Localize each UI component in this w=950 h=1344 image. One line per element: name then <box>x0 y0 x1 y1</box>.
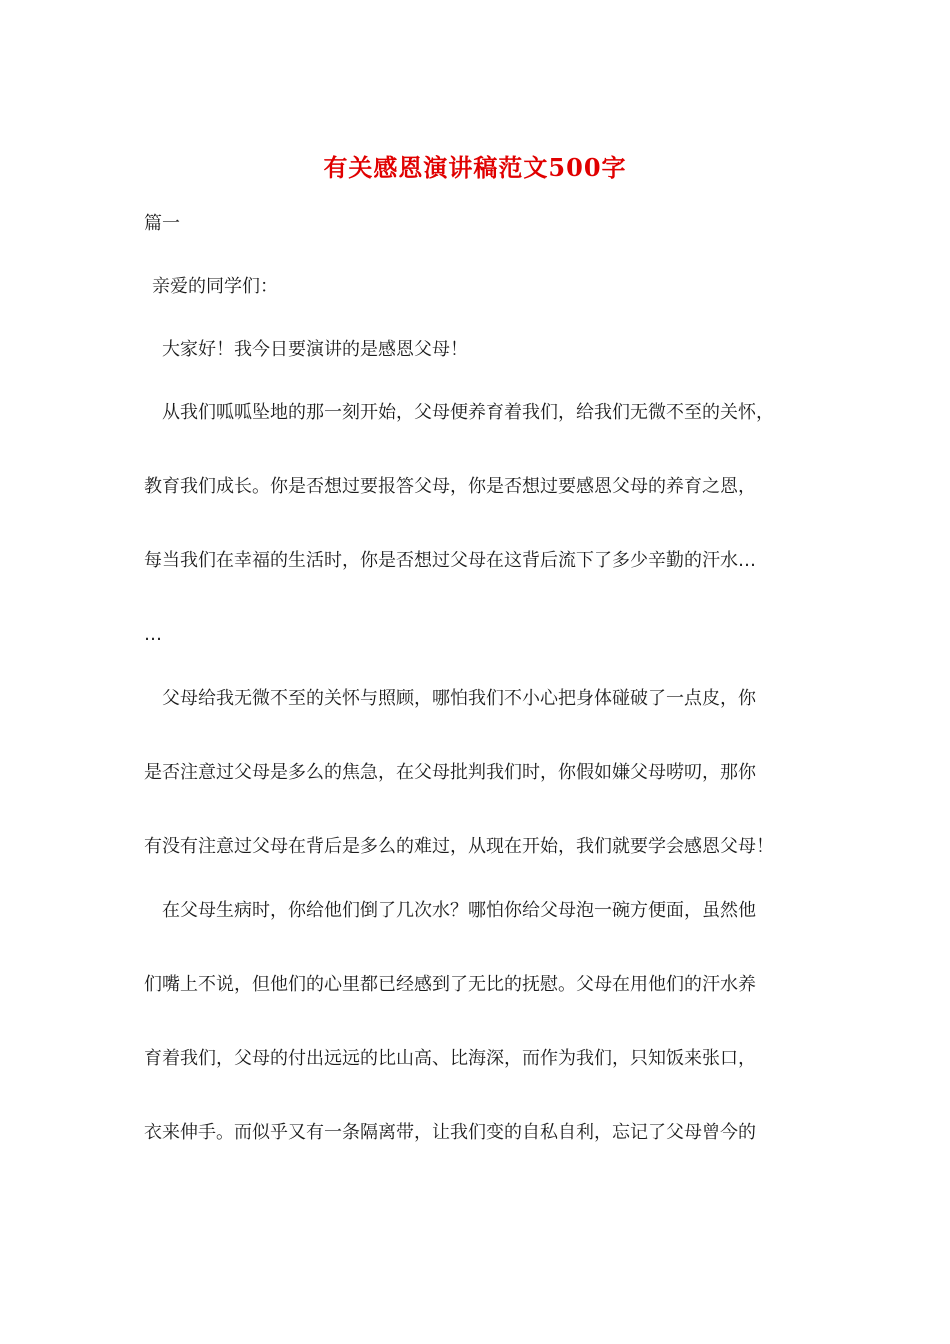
section-label: 篇一 <box>144 213 180 234</box>
paragraph-line: 大家好！我今日要演讲的是感恩父母！ <box>162 339 468 360</box>
document-title: 有关感恩演讲稿范文500字 <box>323 153 627 182</box>
paragraph-line: 衣来伸手。而似乎又有一条隔离带，让我们变的自私自利，忘记了父母曾今的 <box>144 1122 756 1143</box>
paragraph-line: 教育我们成长。你是否想过要报答父母，你是否想过要感恩父母的养育之恩， <box>144 476 756 497</box>
paragraph-line: … <box>144 624 162 645</box>
paragraph-line: 育着我们，父母的付出远远的比山高、比海深，而作为我们，只知饭来张口， <box>144 1048 756 1069</box>
paragraph-line: 在父母生病时，你给他们倒了几次水？哪怕你给父母泡一碗方便面，虽然他 <box>162 900 756 921</box>
paragraph-line: 们嘴上不说，但他们的心里都已经感到了无比的抚慰。父母在用他们的汗水养 <box>144 974 756 995</box>
paragraph-line: 是否注意过父母是多么的焦急，在父母批判我们时，你假如嫌父母唠叨，那你 <box>144 762 756 783</box>
greeting-line: 亲爱的同学们： <box>152 276 278 297</box>
paragraph-line: 从我们呱呱坠地的那一刻开始，父母便养育着我们，给我们无微不至的关怀， <box>162 402 774 423</box>
paragraph-line: 每当我们在幸福的生活时，你是否想过父母在这背后流下了多少辛勤的汗水… <box>144 550 756 571</box>
paragraph-line: 有没有注意过父母在背后是多么的难过，从现在开始，我们就要学会感恩父母！ <box>144 836 774 857</box>
paragraph-line: 父母给我无微不至的关怀与照顾，哪怕我们不小心把身体碰破了一点皮，你 <box>162 688 756 709</box>
